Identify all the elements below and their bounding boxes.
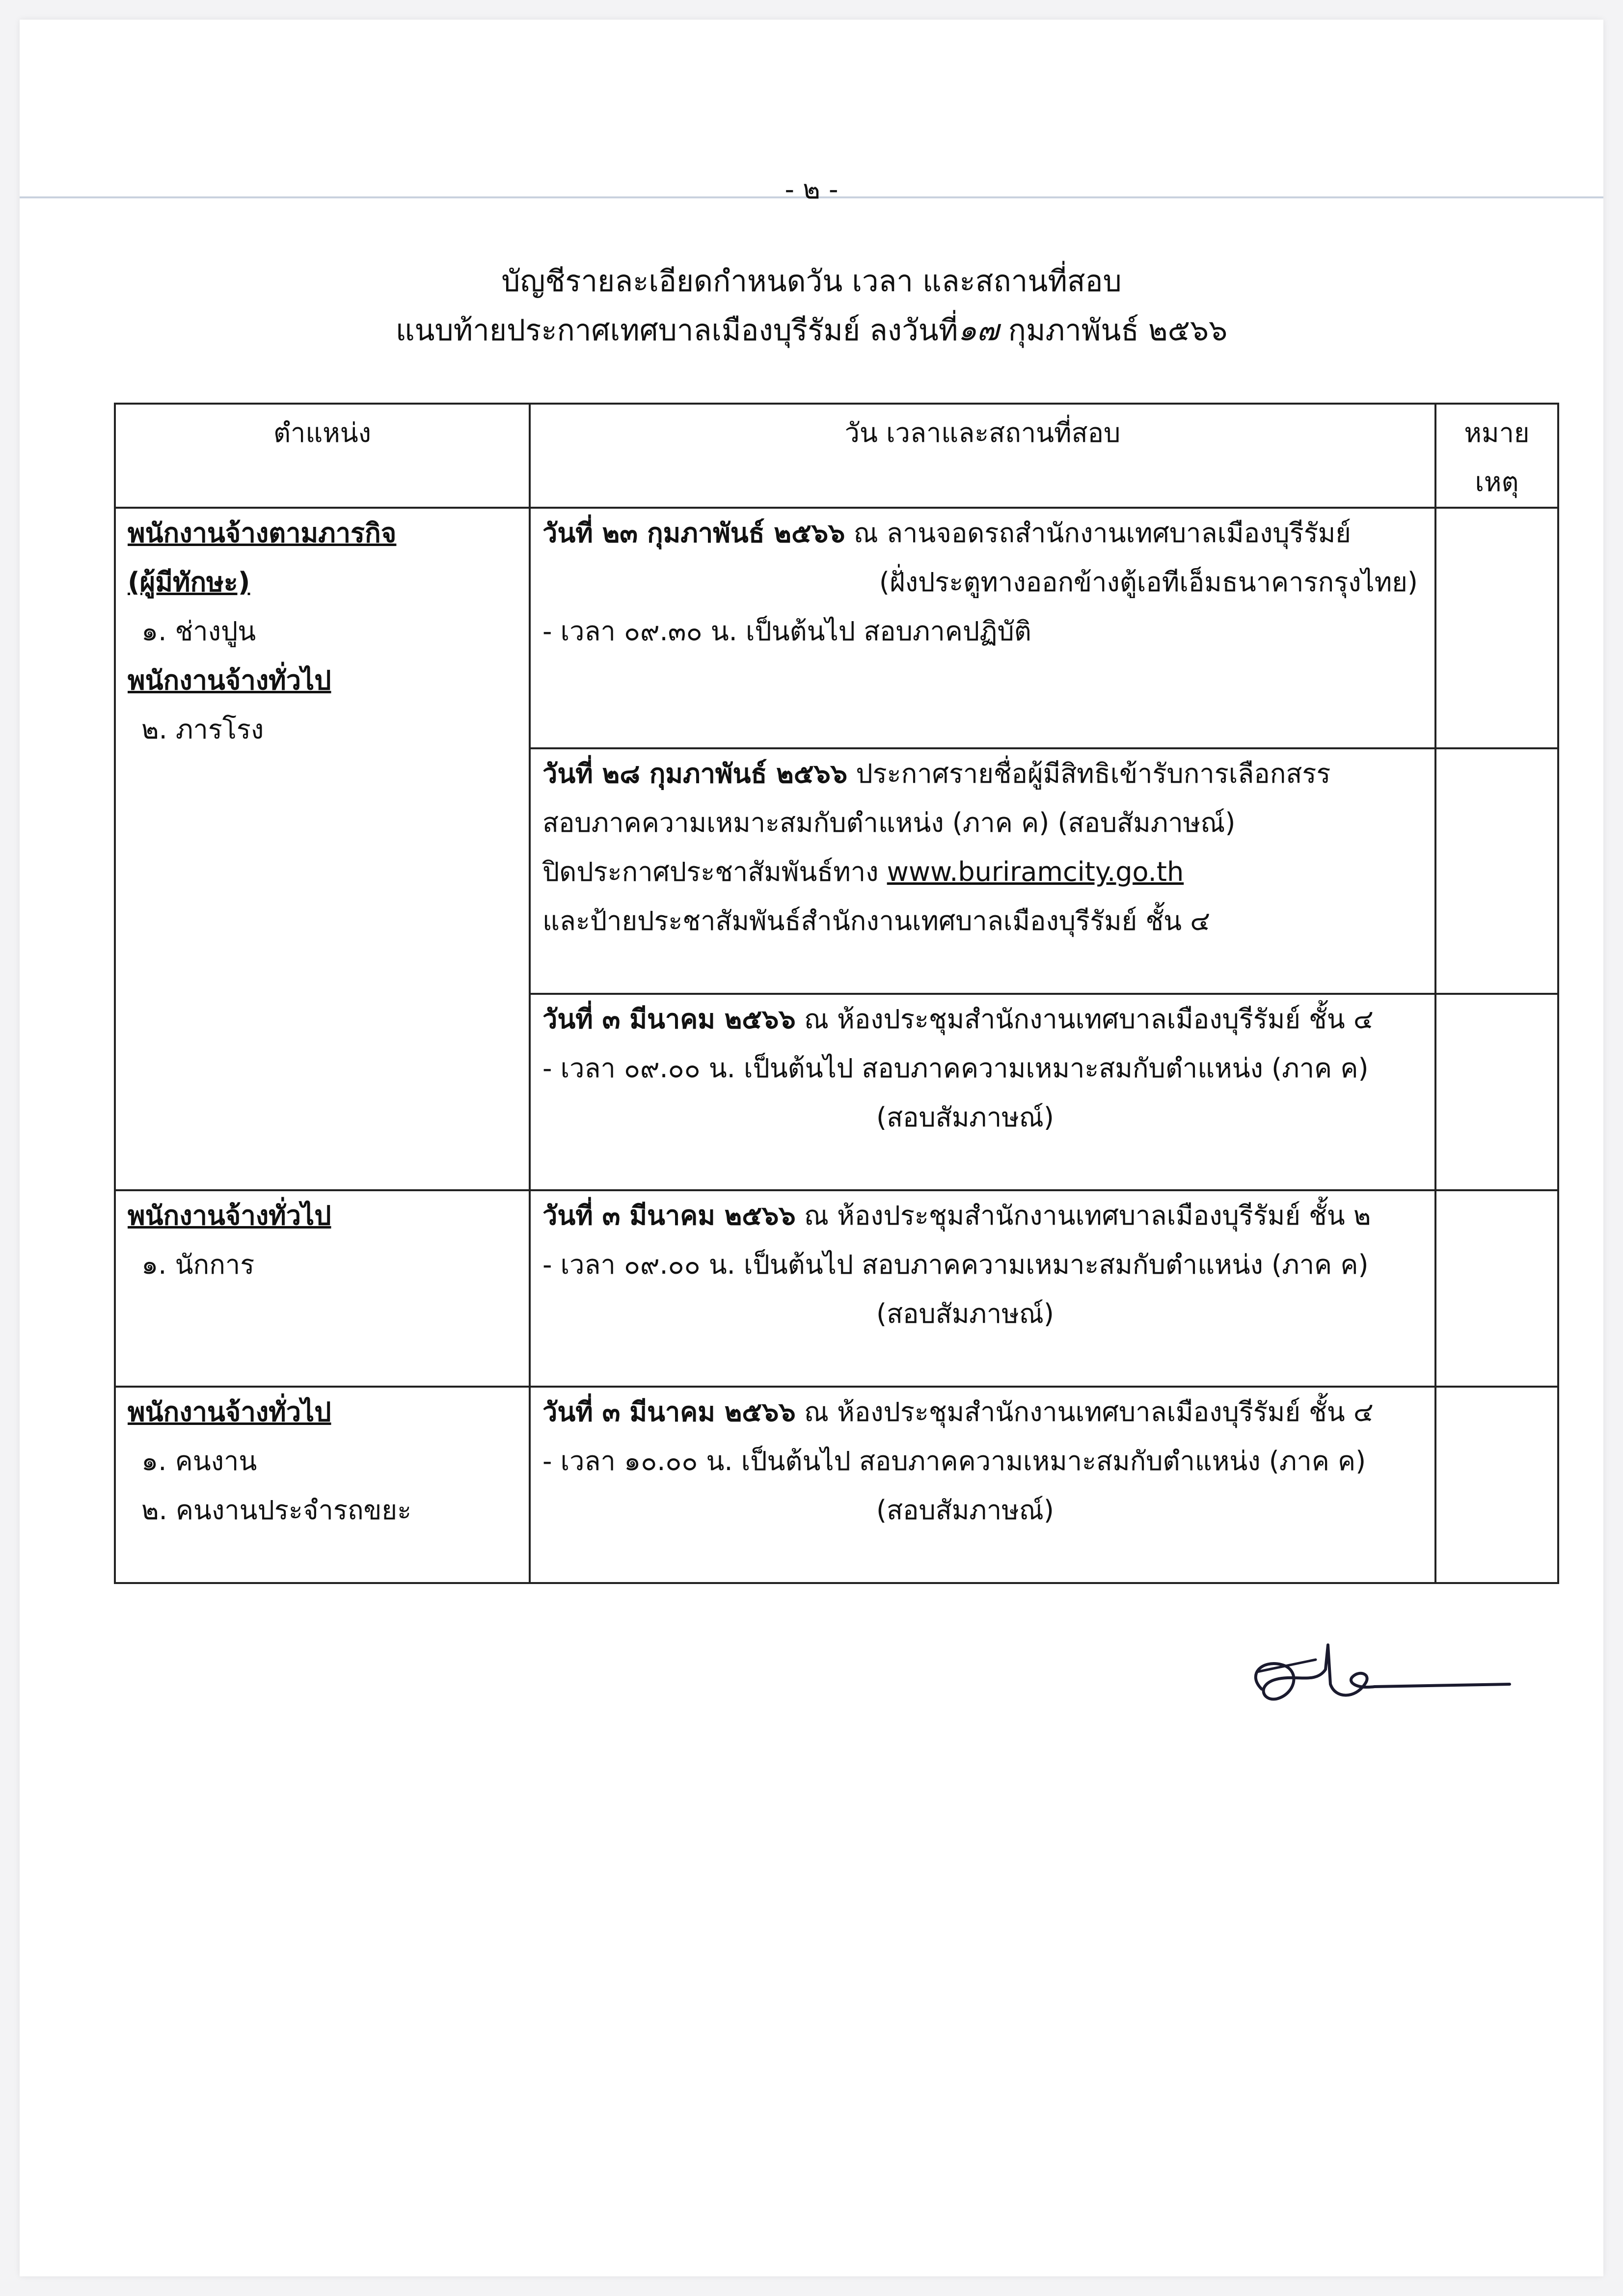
exam-place: ณ ห้องประชุมสำนักงานเทศบาลเมืองบุรีรัมย์ ชั้น ๔ [795,1004,1374,1035]
position-item: ๑. ช่างปูน [141,616,256,647]
announce-date: วันที่ ๒๘ กุมภาพันธ์ ๒๕๖๖ [542,758,848,789]
position-item: ๒. ภารโรง [141,714,264,745]
exam-date: วันที่ ๓ มีนาคม ๒๕๖๖ [542,1396,796,1427]
exam-date: วันที่ ๒๓ กุมภาพันธ์ ๒๕๖๖ [542,518,845,548]
exam-time: - เวลา ๐๙.๐๐ น. เป็นต้นไป สอบภาคความเหมาะสมกับตำแหน่ง (ภาค ค) [542,1053,1369,1084]
website-link[interactable]: www.buriramcity.go.th [887,856,1184,887]
exam-time: - เวลา ๐๙.๐๐ น. เป็นต้นไป สอบภาคความเหมาะสมกับตำแหน่ง (ภาค ค) [542,1249,1369,1280]
handwritten-day: ๑๗ [958,313,999,348]
document-title: บัญชีรายละเอียดกำหนดวัน เวลา และสถานที่สอบ [501,264,1122,299]
exam-schedule-table [114,403,1559,1584]
table-row [115,508,1558,748]
exam-place: ณ ห้องประชุมสำนักงานเทศบาลเมืองบุรีรัมย์ ชั้น ๒ [795,1200,1371,1231]
schedule-cell [530,748,1435,994]
announce-text: สอบภาคความเหมาะสมกับตำแหน่ง (ภาค ค) (สอบสัมภาษณ์) [542,807,1236,838]
subtitle-suffix: กุมภาพันธ์ ๒๕๖๖ [999,313,1228,348]
announce-text: ประกาศรายชื่อผู้มีสิทธิเข้ารับการเลือกสรร [847,758,1331,789]
position-item: ๑. คนงาน [141,1446,257,1476]
document-subtitle [0,307,1623,354]
remark-cell [1435,1190,1558,1387]
exam-note: (สอบสัมภาษณ์) [876,1298,1054,1329]
remark-cell [1435,1387,1558,1583]
position-heading: พนักงานจ้างทั่วไป [128,1200,331,1231]
position-heading-sub: (ผู้มีทักษะ) [128,567,250,598]
header-schedule: วัน เวลาและสถานที่สอบ [530,404,1435,508]
position-heading: พนักงานจ้างทั่วไป [128,665,331,696]
exam-time: - เวลา ๐๙.๓๐ น. เป็นต้นไป สอบภาคปฏิบัติ [542,616,1031,647]
exam-place-detail: (ฝั่งประตูทางออกข้างตู้เอทีเอ็มธนาคารกรุงไทย) [879,567,1418,598]
schedule-cell [530,994,1435,1190]
header-remark [1435,404,1558,508]
exam-date: วันที่ ๓ มีนาคม ๒๕๖๖ [542,1004,796,1035]
handwritten-signature [1242,1630,1517,1719]
exam-place: ณ ลานจอดรถสำนักงานเทศบาลเมืองบุรีรัมย์ [845,518,1351,548]
exam-note: (สอบสัมภาษณ์) [876,1102,1054,1133]
exam-note: (สอบสัมภาษณ์) [876,1495,1054,1526]
header-remark-line2: เหตุ [1475,466,1519,497]
remark-cell [1435,508,1558,748]
position-cell-group1 [115,508,530,1190]
subtitle-prefix: แนบท้ายประกาศเทศบาลเมืองบุรีรัมย์ ลงวันที่ [395,313,958,348]
position-cell-group2 [115,1190,530,1387]
table-row [115,1190,1558,1387]
table-header-row [115,404,1558,508]
exam-place: ณ ห้องประชุมสำนักงานเทศบาลเมืองบุรีรัมย์ ชั้น ๔ [795,1396,1374,1427]
header-remark-line1: หมาย [1464,417,1530,448]
exam-time: - เวลา ๑๐.๐๐ น. เป็นต้นไป สอบภาคความเหมาะสมกับตำแหน่ง (ภาค ค) [542,1446,1366,1476]
schedule-cell [530,1190,1435,1387]
announce-text: และป้ายประชาสัมพันธ์สำนักงานเทศบาลเมืองบุรีรัมย์ ชั้น ๔ [542,905,1211,936]
schedule-cell [530,1387,1435,1583]
exam-date: วันที่ ๓ มีนาคม ๒๕๖๖ [542,1200,796,1231]
remark-cell [1435,994,1558,1190]
position-item: ๒. คนงานประจำรถขยะ [141,1495,412,1526]
position-cell-group3 [115,1387,530,1583]
page-number: - ๒ - [784,174,839,205]
position-item: ๑. นักการ [141,1249,255,1280]
position-heading: พนักงานจ้างทั่วไป [128,1396,331,1427]
schedule-cell [530,508,1435,748]
header-position: ตำแหน่ง [115,404,530,508]
position-heading: พนักงานจ้างตามภารกิจ [128,518,397,548]
announce-text: ปิดประกาศประชาสัมพันธ์ทาง [542,856,887,887]
table-row [115,1387,1558,1583]
remark-cell [1435,748,1558,994]
